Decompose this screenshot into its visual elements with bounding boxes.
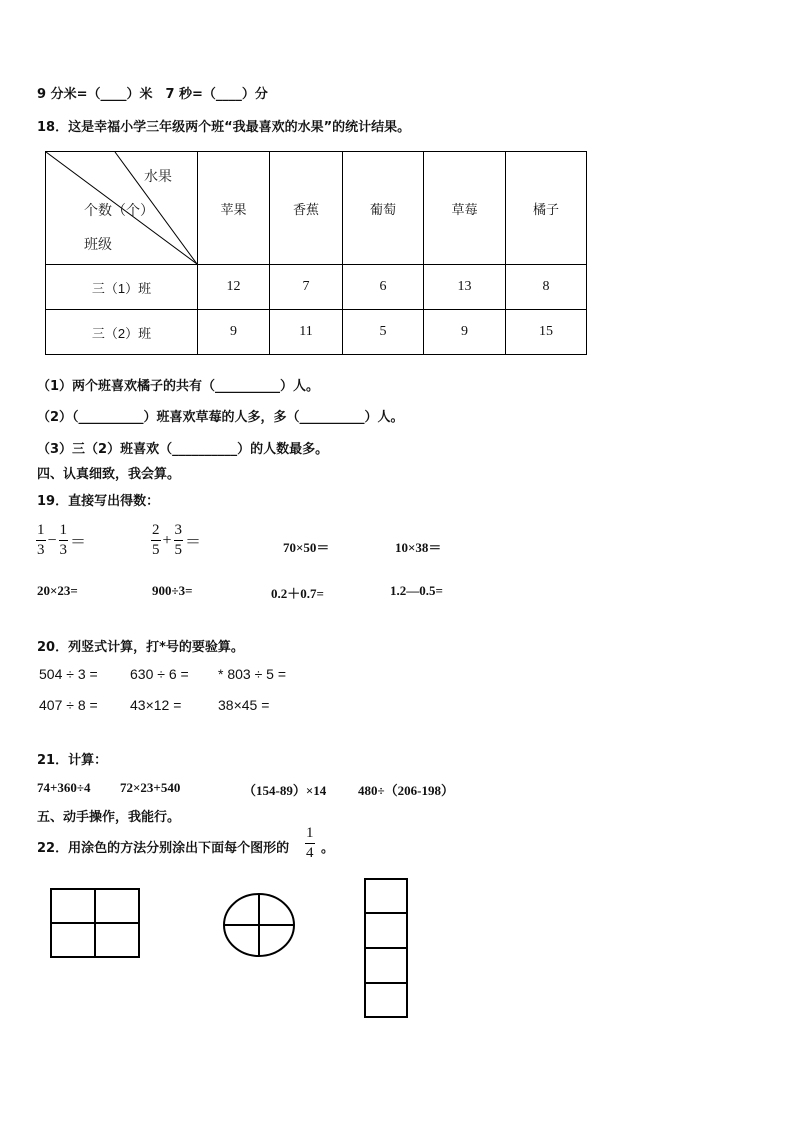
column-header: 苹果 — [198, 152, 270, 265]
numerator: 1 — [59, 522, 68, 538]
denominator: 5 — [174, 542, 183, 558]
fraction-expression-1 — [36, 523, 88, 558]
expression: 72×23+540 — [120, 780, 181, 795]
expression: 407 ÷ 8 = — [39, 697, 98, 713]
expression: 900÷3= — [152, 583, 193, 598]
question-19-title: 19．直接写出得数： — [37, 494, 160, 509]
table-cell: 9 — [198, 310, 270, 355]
vertical-strip-shape[interactable] — [364, 878, 410, 1020]
expression: 38×45 = — [218, 697, 270, 713]
unit-conversion-line: 9 分米=（____）米 7 秒=（____）分 — [37, 87, 268, 102]
numerator: 3 — [174, 522, 183, 538]
fraction — [174, 523, 184, 558]
circle-quartered-shape[interactable] — [222, 892, 296, 958]
table-cell: 6 — [343, 265, 424, 310]
denominator: 4 — [306, 845, 314, 861]
question-18-sub-3: （3）三（2）班喜欢（__________）的人数最多。 — [37, 442, 329, 457]
expression: 630 ÷ 6 = — [130, 666, 189, 682]
table-cell: 7 — [270, 265, 343, 310]
question-20-title: 20．列竖式计算，打*号的要验算。 — [37, 640, 244, 655]
equals-sign: ＝ — [70, 534, 87, 551]
table-row — [46, 310, 587, 355]
operator: + — [162, 531, 172, 549]
fraction-expression-2 — [151, 523, 203, 558]
fraction — [151, 523, 161, 558]
expression: * 803 ÷ 5 = — [218, 666, 287, 682]
question-18-sub-2: （2）（__________）班喜欢草莓的人多，多（__________）人。 — [37, 410, 404, 425]
question-22-title: 22．用涂色的方法分别涂出下面每个图形的 — [37, 841, 290, 856]
header-fruit-label: 水果 — [144, 168, 172, 184]
expression: 480÷（206-198） — [358, 783, 454, 798]
table-cell: 5 — [343, 310, 424, 355]
expression: 20×23= — [37, 583, 78, 598]
fraction — [36, 523, 46, 558]
expression: 74+360÷4 — [37, 780, 91, 795]
column-header: 草莓 — [424, 152, 506, 265]
diagonal-header-cell — [46, 152, 198, 265]
expression: 1.2—0.5= — [390, 583, 443, 598]
denominator: 3 — [37, 542, 45, 558]
numerator: 1 — [306, 825, 314, 841]
fraction — [305, 826, 315, 861]
table-row — [46, 265, 587, 310]
expression: 0.2＋0.7= — [271, 586, 324, 601]
section-5-heading: 五、动手操作，我能行。 — [37, 810, 181, 825]
fruit-statistics-table — [45, 151, 587, 355]
table-cell: 12 — [198, 265, 270, 310]
expression: 10×38＝ — [395, 540, 442, 555]
square-grid-shape[interactable] — [50, 888, 142, 960]
expression: （154-89）×14 — [243, 783, 327, 798]
question-21-title: 21．计算： — [37, 753, 108, 768]
row-class-label: 三（2）班 — [46, 310, 198, 355]
expression: 70×50＝ — [283, 540, 330, 555]
numerator: 2 — [152, 522, 160, 538]
column-header: 葡萄 — [343, 152, 424, 265]
row-class-label: 三（1）班 — [46, 265, 198, 310]
table-cell: 9 — [424, 310, 506, 355]
question-18-sub-1: （1）两个班喜欢橘子的共有（__________）人。 — [37, 379, 320, 394]
denominator: 3 — [59, 542, 68, 558]
expression: 504 ÷ 3 = — [39, 666, 98, 682]
table-cell: 11 — [270, 310, 343, 355]
header-count-label: 个数（个） — [84, 202, 154, 218]
column-header: 橘子 — [506, 152, 587, 265]
expression: 43×12 = — [130, 697, 182, 713]
section-4-heading: 四、认真细致，我会算。 — [37, 467, 181, 482]
table-cell: 13 — [424, 265, 506, 310]
column-header: 香蕉 — [270, 152, 343, 265]
question-18-title: 18．这是幸福小学三年级两个班“我最喜欢的水果”的统计结果。 — [37, 120, 411, 135]
quarter-fraction — [305, 826, 315, 861]
table-cell: 8 — [506, 265, 587, 310]
equals-sign: ＝ — [185, 534, 202, 551]
operator: − — [47, 531, 57, 549]
denominator: 5 — [152, 542, 160, 558]
fraction — [59, 523, 69, 558]
numerator: 1 — [37, 522, 45, 538]
header-class-label: 班级 — [84, 236, 112, 252]
table-cell: 15 — [506, 310, 587, 355]
table-header-row — [46, 152, 587, 265]
question-22-end: 。 — [321, 841, 335, 856]
